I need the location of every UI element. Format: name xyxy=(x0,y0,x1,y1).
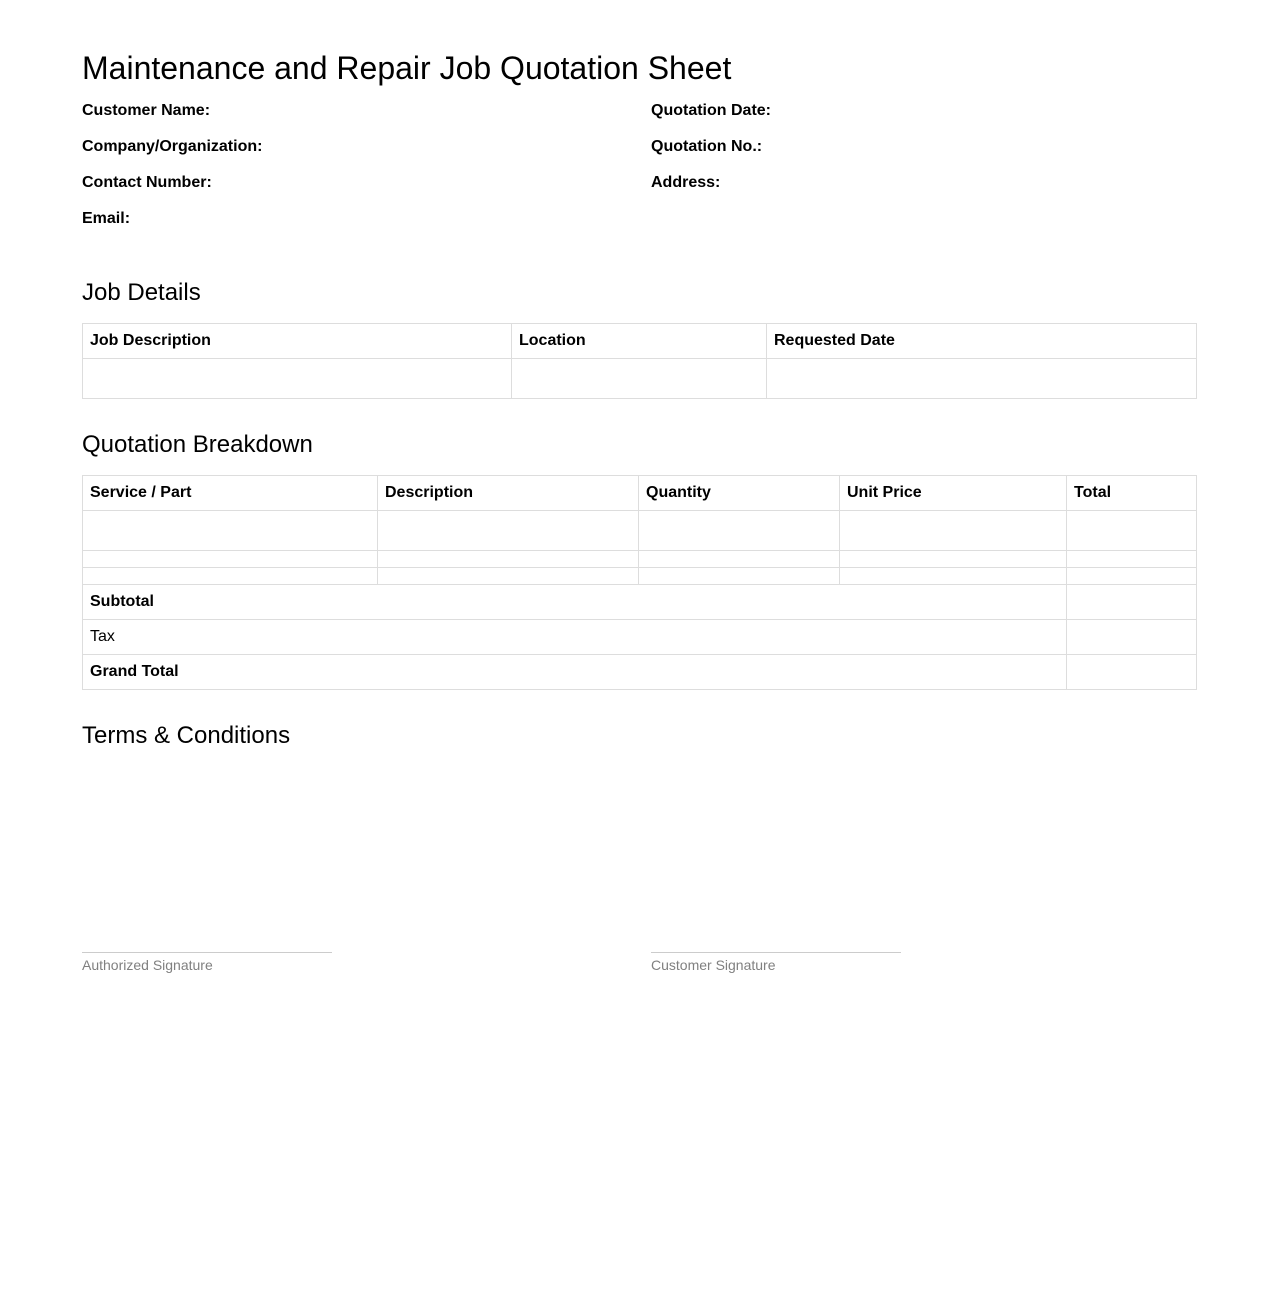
customer-signature-line[interactable] xyxy=(651,952,901,953)
terms-conditions-heading: Terms & Conditions xyxy=(82,722,291,749)
table-row xyxy=(83,551,1197,568)
column-header-location: Location xyxy=(512,324,767,359)
location-cell[interactable] xyxy=(512,359,767,399)
quotation-breakdown-heading: Quotation Breakdown xyxy=(82,431,313,458)
unit-price-cell[interactable] xyxy=(840,551,1067,568)
table-row xyxy=(83,568,1197,585)
table-row xyxy=(83,359,1197,399)
column-header-requested-date: Requested Date xyxy=(767,324,1197,359)
quotation-number-label: Quotation No.: xyxy=(651,138,763,155)
document-title: Maintenance and Repair Job Quotation Sheet xyxy=(82,50,732,86)
table-row xyxy=(83,511,1197,551)
tax-label: Tax xyxy=(83,620,1067,655)
description-cell[interactable] xyxy=(378,551,639,568)
column-header-service-part: Service / Part xyxy=(83,476,378,511)
tax-row xyxy=(83,620,1197,655)
requested-date-cell[interactable] xyxy=(767,359,1197,399)
description-cell[interactable] xyxy=(378,568,639,585)
customer-signature-label: Customer Signature xyxy=(651,957,776,973)
subtotal-value-cell[interactable] xyxy=(1067,585,1197,620)
total-cell[interactable] xyxy=(1067,568,1197,585)
contact-number-label: Contact Number: xyxy=(82,174,212,191)
quantity-cell[interactable] xyxy=(639,511,840,551)
total-cell[interactable] xyxy=(1067,551,1197,568)
job-details-heading: Job Details xyxy=(82,279,201,306)
total-cell[interactable] xyxy=(1067,511,1197,551)
quotation-breakdown-table xyxy=(82,475,1197,690)
description-cell[interactable] xyxy=(378,511,639,551)
unit-price-cell[interactable] xyxy=(840,511,1067,551)
grand-total-value-cell[interactable] xyxy=(1067,655,1197,690)
column-header-quantity: Quantity xyxy=(639,476,840,511)
quantity-cell[interactable] xyxy=(639,551,840,568)
column-header-total: Total xyxy=(1067,476,1197,511)
subtotal-row xyxy=(83,585,1197,620)
column-header-unit-price: Unit Price xyxy=(840,476,1067,511)
customer-name-label: Customer Name: xyxy=(82,102,211,119)
unit-price-cell[interactable] xyxy=(840,568,1067,585)
quotation-date-label: Quotation Date: xyxy=(651,102,771,119)
service-part-cell[interactable] xyxy=(83,511,378,551)
company-organization-label: Company/Organization: xyxy=(82,138,263,155)
subtotal-label: Subtotal xyxy=(83,585,1067,620)
job-description-cell[interactable] xyxy=(83,359,512,399)
column-header-job-description: Job Description xyxy=(83,324,512,359)
grand-total-row xyxy=(83,655,1197,690)
column-header-description: Description xyxy=(378,476,639,511)
service-part-cell[interactable] xyxy=(83,568,378,585)
authorized-signature-label: Authorized Signature xyxy=(82,957,213,973)
address-label: Address: xyxy=(651,174,721,191)
authorized-signature-line[interactable] xyxy=(82,952,332,953)
service-part-cell[interactable] xyxy=(83,551,378,568)
quotation-header-row xyxy=(83,476,1197,511)
tax-value-cell[interactable] xyxy=(1067,620,1197,655)
job-details-table xyxy=(82,323,1197,399)
email-label: Email: xyxy=(82,210,131,227)
quantity-cell[interactable] xyxy=(639,568,840,585)
job-details-header-row xyxy=(83,324,1197,359)
grand-total-label: Grand Total xyxy=(83,655,1067,690)
